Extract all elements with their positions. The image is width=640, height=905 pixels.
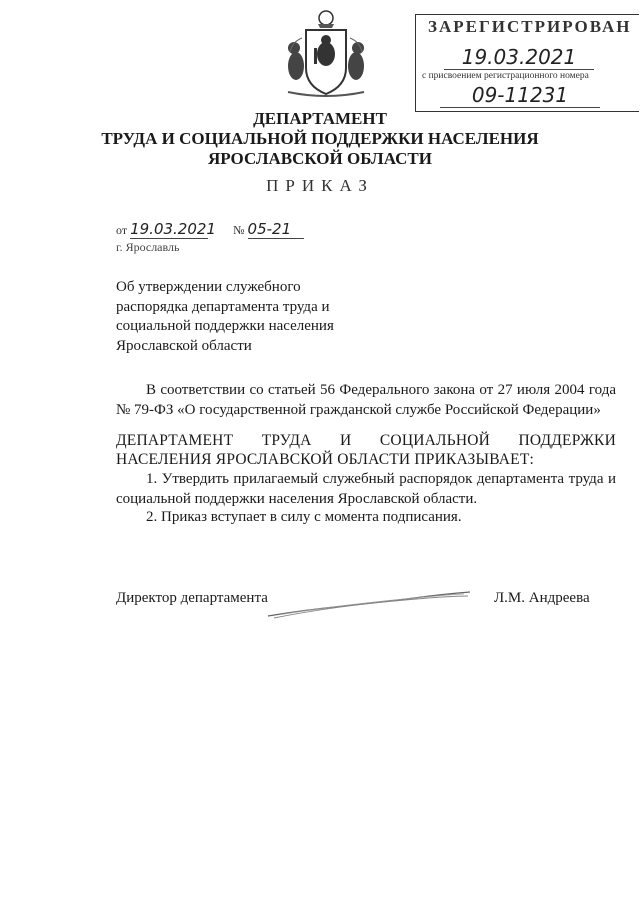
stamp-note: с присвоением регистрационного номера (422, 71, 589, 81)
city: г. Ярославль (116, 240, 180, 254)
stamp-title: ЗАРЕГИСТРИРОВАН (428, 17, 632, 36)
preamble-paragraph: В соответствии со статьей 56 Федерального закона от 27 июля 2004 года № 79-ФЗ «О государственной гражданской службе Российской Федерации» (116, 382, 616, 418)
order-date: 19.03.2021 (130, 220, 216, 238)
department-header-line2: ТРУДА И СОЦИАЛЬНОЙ ПОДДЕРЖКИ НАСЕЛЕНИЯ (101, 129, 539, 148)
order-item-1: 1. Утвердить прилагаемый служебный распорядок департамента труда и социальной поддержки населения Ярославской области. (116, 471, 616, 507)
stamp-registration-number: 09-11231 (440, 83, 600, 108)
date-label: от (116, 223, 128, 237)
signatory-name: Л.М. Андреева (494, 590, 590, 606)
order-meta-row (116, 220, 304, 239)
number-label: № (233, 223, 245, 237)
document-type-title: ПРИКАЗ (266, 176, 374, 195)
handwritten-signature (264, 586, 474, 620)
registration-stamp (415, 14, 639, 112)
orders-statement: ДЕПАРТАМЕНТ ТРУДА И СОЦИАЛЬНОЙ ПОДДЕРЖКИ НАСЕЛЕНИЯ ЯРОСЛАВСКОЙ ОБЛАСТИ ПРИКАЗЫВАЕТ: (116, 432, 616, 468)
department-header-line3: ЯРОСЛАВСКОЙ ОБЛАСТИ (208, 149, 432, 168)
department-header-line1: ДЕПАРТАМЕНТ (253, 109, 387, 128)
stamp-date: 19.03.2021 (444, 45, 594, 70)
order-subject: Об утверждении служебного распорядка департамента труда и социальной поддержки населения Ярославской области (116, 279, 334, 354)
signatory-position: Директор департамента (116, 590, 268, 606)
order-item-2: 2. Приказ вступает в силу с момента подписания. (146, 509, 462, 525)
order-number: 05-21 (248, 220, 304, 239)
coat-of-arms-emblem (282, 8, 370, 100)
